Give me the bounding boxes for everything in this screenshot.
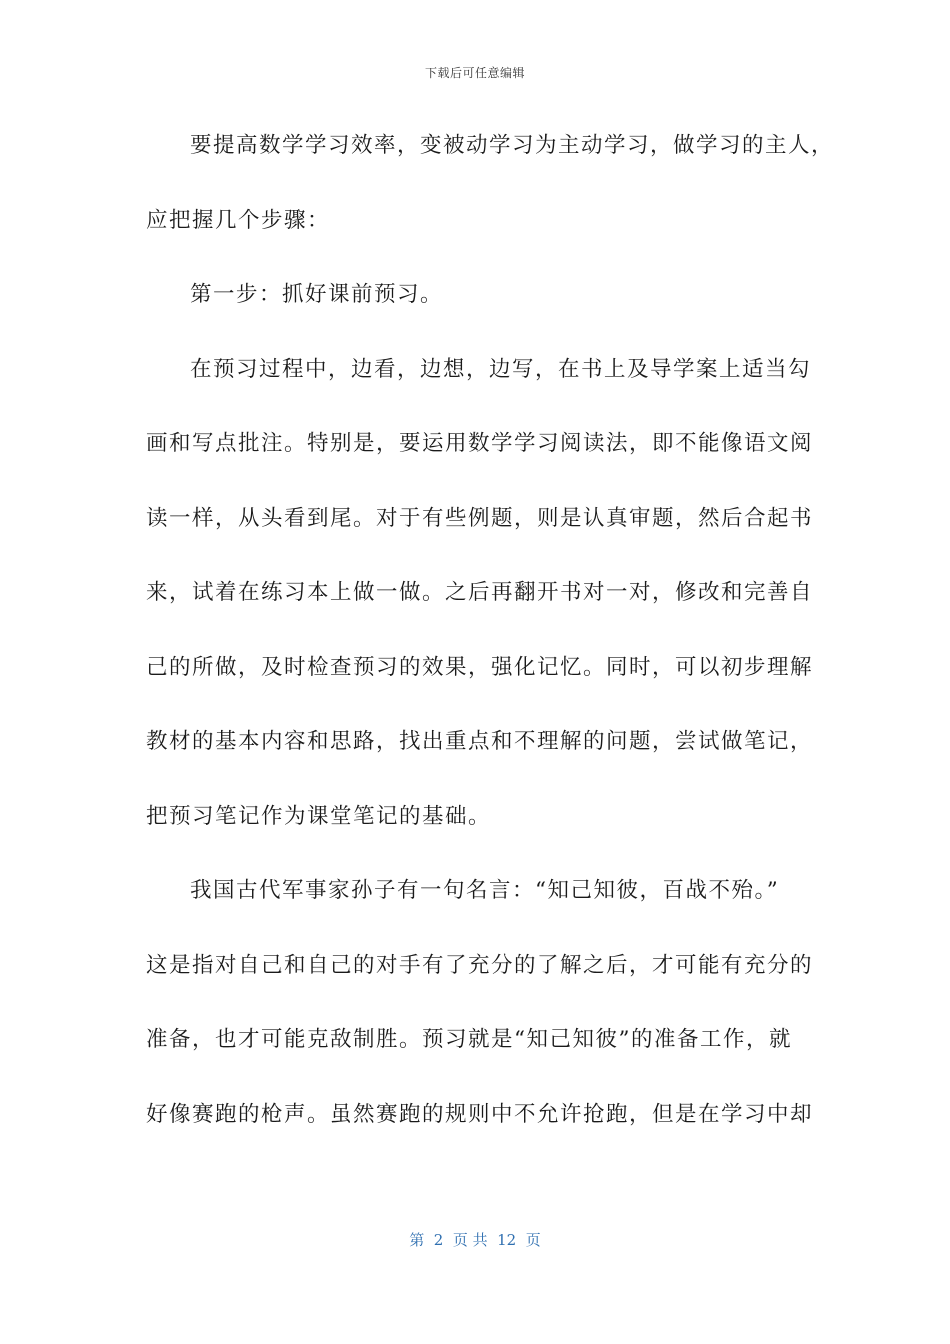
paragraph-line: 我国古代军事家孙子有一句名言：“知己知彼，百战不殆。”: [190, 878, 780, 903]
paragraph-line: 教材的基本内容和思路，找出重点和不理解的问题，尝试做笔记，: [146, 729, 814, 754]
paragraph-line: 画和写点批注。特别是，要运用数学学习阅读法，即不能像语文阅: [146, 431, 814, 456]
paragraph-line: 来，试着在练习本上做一做。之后再翻开书对一对，修改和完善自: [146, 580, 814, 605]
paragraph-line: 己的所做，及时检查预习的效果，强化记忆。同时，可以初步理解: [146, 654, 814, 680]
paragraph-line: 应把握几个步骤：: [146, 207, 331, 233]
document-body: [146, 125, 835, 1168]
paragraph-line: 准备，也才可能克敌制胜。预习就是“知己知彼”的准备工作，就: [146, 1027, 792, 1052]
paragraph-line: 好像赛跑的枪声。虽然赛跑的规则中不允许抢跑，但是在学习中却: [146, 1101, 814, 1127]
paragraph-line: 在预习过程中，边看，边想，边写，在书上及导学案上适当勾: [190, 356, 812, 382]
paragraph-line: 要提高数学学习效率，变被动学习为主动学习，做学习的主人，: [190, 133, 835, 158]
paragraph-line: 把预习笔记作为课堂笔记的基础。: [146, 803, 492, 829]
page-header: 下载后可任意编辑: [424, 66, 525, 80]
paragraph-line: 读一样，从头看到尾。对于有些例题，则是认真审题，然后合起书: [146, 505, 814, 531]
paragraph-line: 这是指对自己和自己的对手有了充分的了解之后，才可能有充分的: [146, 952, 814, 978]
step-heading: 第一步：抓好课前预习。: [190, 282, 444, 307]
page-number-footer: 第 2 页 共 12 页: [409, 1231, 541, 1249]
